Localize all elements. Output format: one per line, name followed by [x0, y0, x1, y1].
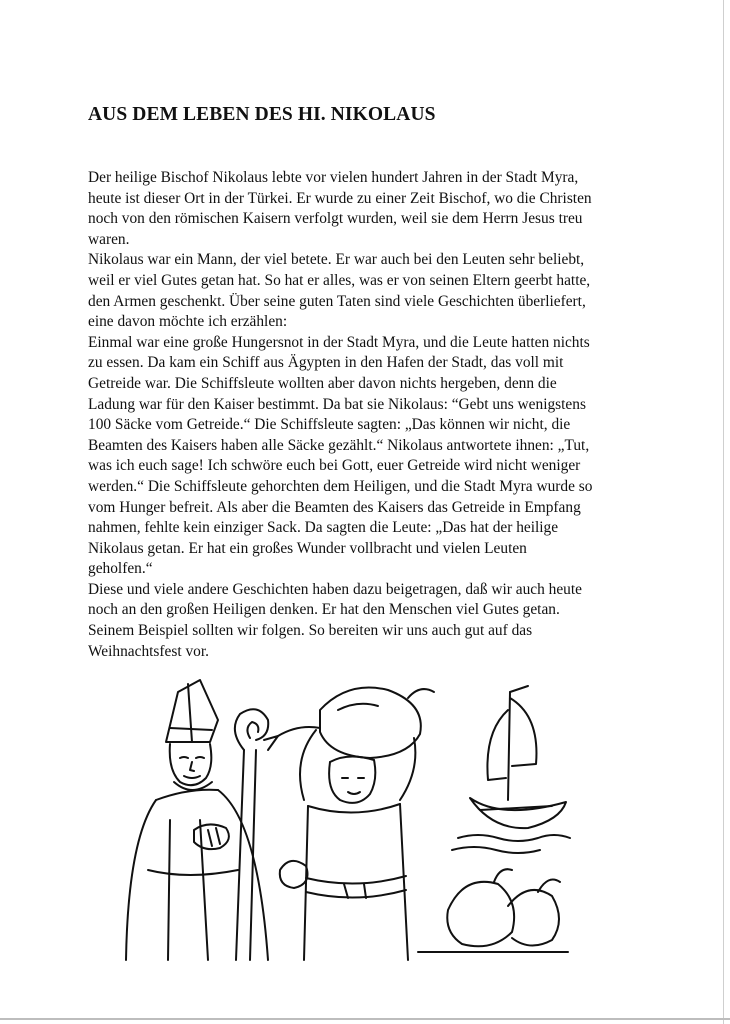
text-line: nahmen, fehlte kein einziger Sack. Da sagten die Leute: „Das hat der heilige: [88, 519, 559, 537]
text-line: was ich euch sage! Ich schwöre euch bei Gott, euer Getreide wird nicht weniger: [88, 457, 581, 475]
text-line: weil er viel Gutes getan hat. So hat er alles, was er von seinen Eltern geerbt hatte,: [88, 271, 591, 289]
text-line: Nikolaus getan. Er hat ein großes Wunder vollbracht und vielen Leuten: [88, 539, 527, 557]
text-line: Weihnachtsfest vor.: [88, 642, 209, 660]
text-line: Diese und viele andere Geschichten haben dazu beigetragen, daß wir auch heute: [88, 580, 582, 598]
bishop-figure: [126, 680, 268, 960]
text-line: Einmal war eine große Hungersnot in der Stadt Myra, und die Leute hatten nichts: [88, 333, 590, 351]
text-line: Nikolaus war ein Mann, der viel betete. Er war auch bei den Leuten sehr beliebt,: [88, 251, 585, 269]
text-line: vom Hunger befreit. Als aber die Beamten des Kaisers das Getreide in Empfang: [88, 498, 581, 516]
text-line: Ladung war für den Kaiser bestimmt. Da bat sie Nikolaus: “Gebt uns wenigstens: [88, 395, 586, 413]
text-line: Getreide war. Die Schiffsleute wollten aber davon nichts hergeben, denn die: [88, 374, 557, 392]
text-line: noch an den großen Heiligen denken. Er hat den Menschen viel Gutes getan.: [88, 601, 560, 619]
text-line: zu essen. Da kam ein Schiff aus Ägypten in den Hafen der Stadt, das voll mit: [88, 354, 564, 372]
page-title: AUS DEM LEBEN DES HI. NIKOLAUS: [88, 104, 436, 125]
text-line: den Armen geschenkt. Über seine guten Taten sind viele Geschichten überliefert,: [88, 292, 586, 310]
text-line: Beamten des Kaisers haben alle Säcke gezählt.“ Nikolaus antwortete ihnen: „Tut,: [88, 436, 590, 454]
text-line: geholfen.“: [88, 560, 153, 578]
text-line: werden.“ Die Schiffsleute gehorchten dem Heiligen, und die Stadt Myra wurde so: [88, 477, 593, 495]
nikolaus-illustration: [108, 670, 578, 970]
text-line: waren.: [88, 230, 130, 248]
text-line: eine davon möchte ich erzählen:: [88, 313, 288, 331]
text-line: heute ist dieser Ort in der Türkei. Er wurde zu einer Zeit Bischof, wo die Christen: [88, 189, 592, 207]
page-bottom-edge: [0, 1018, 730, 1020]
text-line: 100 Säcke vom Getreide.“ Die Schiffsleute sagten: „Das können wir nicht, die: [88, 416, 571, 434]
text-line: noch von den römischen Kaisern verfolgt wurden, weil sie dem Herrn Jesus treu: [88, 210, 583, 228]
ship-drawing: [452, 686, 570, 853]
porter-figure: [264, 688, 434, 961]
story-text: [88, 168, 648, 662]
grain-sacks: [418, 869, 568, 952]
text-line: Seinem Beispiel sollten wir folgen. So bereiten wir uns auch gut auf das: [88, 622, 533, 640]
page-edge: [723, 0, 724, 1024]
text-line: Der heilige Bischof Nikolaus lebte vor vielen hundert Jahren in der Stadt Myra,: [88, 169, 579, 186]
crozier: [235, 709, 268, 960]
